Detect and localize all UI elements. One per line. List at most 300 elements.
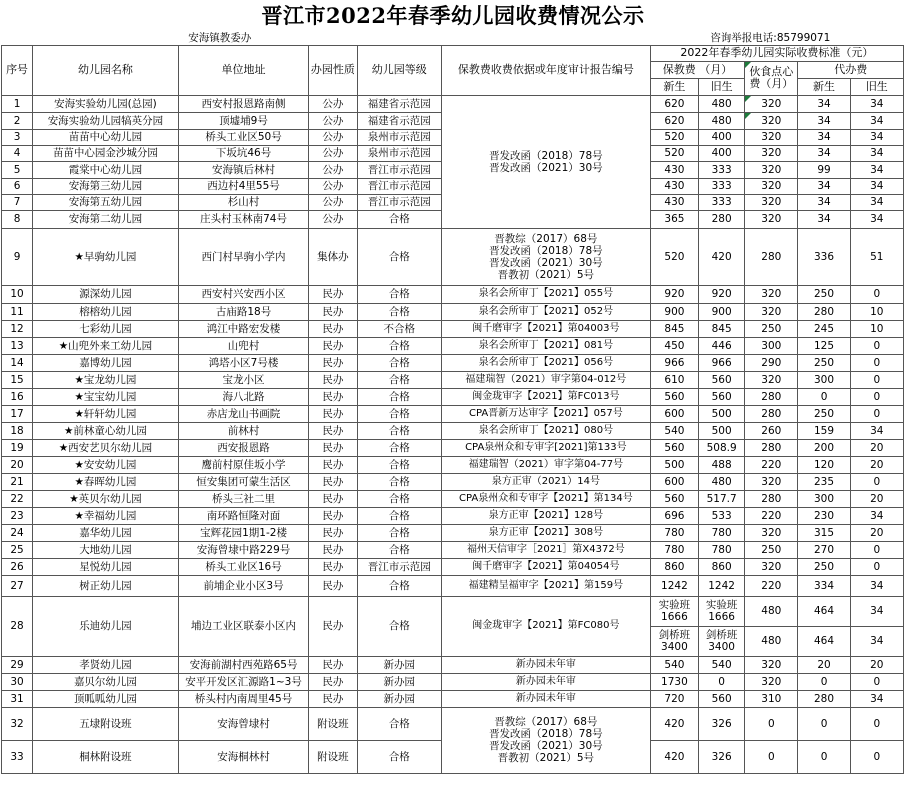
meal-fee: 280 [745,490,798,507]
tuition-old: 480 [699,95,745,112]
nature: 公办 [309,161,357,178]
row-no: 4 [2,145,33,161]
level: 新办园 [357,656,441,673]
meal-fee: 300 [745,337,798,354]
table-row [2,337,904,354]
header-tuition-new: 新生 [650,78,698,95]
table-row [2,95,904,112]
kindergarten-name: ★前林童心幼儿园 [33,422,179,439]
row-no: 22 [2,490,33,507]
row-no: 32 [2,707,33,740]
agency-new: 300 [798,371,850,388]
agency-new: 270 [798,541,850,558]
agency-old: 0 [850,473,903,490]
level: 合格 [357,285,441,303]
tuition-old: 780 [699,541,745,558]
nature: 公办 [309,178,357,194]
row-no: 13 [2,337,33,354]
tuition-old: 333 [699,178,745,194]
row-no: 27 [2,575,33,596]
tuition-new: 780 [650,524,698,541]
basis: 闽金珑审字【2021】第FC080号 [441,596,650,656]
tuition-old: 333 [699,161,745,178]
tuition-new: 620 [650,112,698,129]
row-no: 7 [2,194,33,210]
tuition-new: 620 [650,95,698,112]
tuition-old: 480 [699,112,745,129]
kindergarten-name: 苗苗中心园金沙城分园 [33,145,179,161]
agency-new: 250 [798,354,850,371]
row-no: 31 [2,690,33,707]
agency-old: 34 [850,596,903,626]
address: 安海曾埭中路229号 [178,541,309,558]
address: 西边村4里55号 [178,178,309,194]
tuition-new: 450 [650,337,698,354]
address: 鸿江中路宏发楼 [178,320,309,337]
agency-new: 250 [798,558,850,575]
meal-fee: 220 [745,456,798,473]
table-row [2,439,904,456]
level: 合格 [357,524,441,541]
row-no: 28 [2,596,33,656]
nature: 民办 [309,371,357,388]
tuition-old: 560 [699,388,745,405]
tuition-old: 780 [699,524,745,541]
meal-fee: 280 [745,388,798,405]
agency-old: 0 [850,707,903,740]
kindergarten-name: ★早驹幼儿园 [33,228,179,285]
kindergarten-name: 霞棠中心幼儿园 [33,161,179,178]
agency-old: 34 [850,112,903,129]
kindergarten-name: 顶呱呱幼儿园 [33,690,179,707]
kindergarten-name: 七彩幼儿园 [33,320,179,337]
address: 桥头村内南周里45号 [178,690,309,707]
nature: 民办 [309,422,357,439]
level: 福建省示范园 [357,112,441,129]
nature: 民办 [309,320,357,337]
agency-new: 300 [798,490,850,507]
nature: 公办 [309,210,357,228]
level: 不合格 [357,320,441,337]
tuition-old: 480 [699,473,745,490]
header-no: 序号 [2,45,33,95]
agency-new: 245 [798,320,850,337]
agency-old: 10 [850,320,903,337]
tuition-old: 400 [699,145,745,161]
level: 合格 [357,422,441,439]
basis: 新办园未年审 [441,656,650,673]
tuition-new: 560 [650,490,698,507]
table-row [2,354,904,371]
basis [441,707,650,773]
nature: 民办 [309,439,357,456]
address: 顶墟埔9号 [178,112,309,129]
level: 合格 [357,507,441,524]
basis [441,228,650,285]
row-no: 3 [2,129,33,145]
agency-old: 34 [850,194,903,210]
tuition-old: 900 [699,303,745,320]
row-no: 5 [2,161,33,178]
meal-fee: 0 [745,707,798,740]
meal-fee: 310 [745,690,798,707]
tuition-new: 780 [650,541,698,558]
table-row [2,575,904,596]
meal-fee: 320 [745,656,798,673]
address: 鹰前村原佳坂小学 [178,456,309,473]
header-name: 幼儿园名称 [33,45,179,95]
agency-new: 334 [798,575,850,596]
level: 泉州市示范园 [357,129,441,145]
meal-fee: 320 [745,161,798,178]
table-row [2,422,904,439]
tuition-old: 326 [699,707,745,740]
nature: 民办 [309,575,357,596]
level: 合格 [357,210,441,228]
basis: 福建瑞智（2021）审字第04-77号 [441,456,650,473]
agency-new: 280 [798,690,850,707]
row-no: 6 [2,178,33,194]
agency-old: 10 [850,303,903,320]
kindergarten-name: 安海实验幼儿园(总园) [33,95,179,112]
kindergarten-name: 安海第二幼儿园 [33,210,179,228]
tuition-old: 845 [699,320,745,337]
row-no: 24 [2,524,33,541]
tuition-new: 600 [650,405,698,422]
address: 西安村兴安西小区 [178,285,309,303]
basis: 新办园未年审 [441,673,650,690]
meal-fee: 480 [745,596,798,626]
address: 宝辉花园1期1-2楼 [178,524,309,541]
basis-line: 晋教综（2017）68号 [494,716,598,728]
agency-new: 0 [798,673,850,690]
header-standard: 2022年春季幼儿园实际收费标准（元） [650,45,903,61]
agency-new: 34 [798,210,850,228]
row-no: 30 [2,673,33,690]
address: 杉山村 [178,194,309,210]
meal-fee: 220 [745,575,798,596]
kindergarten-name: ★英贝尔幼儿园 [33,490,179,507]
level: 合格 [357,575,441,596]
header-agency: 代办费 [798,61,904,78]
level: 合格 [357,596,441,656]
agency-old: 0 [850,337,903,354]
level: 泉州市示范园 [357,145,441,161]
agency-new: 34 [798,129,850,145]
address: 海八北路 [178,388,309,405]
nature: 民办 [309,690,357,707]
meal-fee: 320 [745,194,798,210]
basis-line: 晋教初（2021）5号 [497,752,595,764]
level: 合格 [357,228,441,285]
agency-new: 250 [798,405,850,422]
table-row [2,490,904,507]
tuition-new: 920 [650,285,698,303]
agency-new: 0 [798,388,850,405]
nature: 民办 [309,456,357,473]
address: 安海桐林村 [178,740,309,773]
agency-old: 20 [850,490,903,507]
table-row [2,371,904,388]
nature: 民办 [309,596,357,656]
address: 宝龙小区 [178,371,309,388]
table-row [2,388,904,405]
tuition-new: 540 [650,656,698,673]
nature: 民办 [309,354,357,371]
row-no: 17 [2,405,33,422]
address: 西安报恩路 [178,439,309,456]
address: 下坂坑46号 [178,145,309,161]
meal-fee: 260 [745,422,798,439]
table-row [2,707,904,740]
agency-new: 464 [798,626,850,656]
table-row [2,524,904,541]
table-row [2,596,904,626]
agency-new: 0 [798,707,850,740]
agency-new: 125 [798,337,850,354]
row-no: 21 [2,473,33,490]
tuition-new: 420 [650,707,698,740]
meal-fee: 320 [745,129,798,145]
tuition-new: 900 [650,303,698,320]
basis-line: 晋教初（2021）5号 [497,268,595,281]
level: 晋江市示范园 [357,161,441,178]
nature: 民办 [309,558,357,575]
agency-new: 250 [798,285,850,303]
basis [441,95,650,228]
tuition-new: 540 [650,422,698,439]
basis-line: 晋发改函（2021）30号 [489,161,603,174]
meal-fee: 320 [745,145,798,161]
basis: 泉方正审（2021）14号 [441,473,650,490]
nature: 公办 [309,112,357,129]
kindergarten-name: ★西安艺贝尔幼儿园 [33,439,179,456]
kindergarten-name: 苗苗中心幼儿园 [33,129,179,145]
table-row [2,405,904,422]
tuition-new: 430 [650,194,698,210]
address: 安海前湖村西苑路65号 [178,656,309,673]
nature: 民办 [309,507,357,524]
basis-line: 晋发改函（2021）30号 [489,740,603,752]
basis: 闽千磨审字【2021】第04054号 [441,558,650,575]
agency-old: 34 [850,575,903,596]
header-agency-new: 新生 [798,78,850,95]
tuition-old: 333 [699,194,745,210]
level: 合格 [357,388,441,405]
level: 新办园 [357,673,441,690]
meal-fee: 320 [745,558,798,575]
row-no: 9 [2,228,33,285]
row-no: 2 [2,112,33,129]
basis: 泉方正审【2021】308号 [441,524,650,541]
meal-fee: 220 [745,507,798,524]
nature: 附设班 [309,707,357,740]
table-row [2,320,904,337]
row-no: 12 [2,320,33,337]
level: 福建省示范园 [357,95,441,112]
agency-old: 34 [850,145,903,161]
page-title: 晋江市2022年春季幼儿园收费情况公示 [261,3,645,28]
address: 古庙路18号 [178,303,309,320]
row-no: 25 [2,541,33,558]
nature: 公办 [309,95,357,112]
meal-fee: 320 [745,285,798,303]
nature: 公办 [309,129,357,145]
address: 安海曾埭村 [178,707,309,740]
row-no: 20 [2,456,33,473]
header-agency-old: 旧生 [850,78,903,95]
agency-old: 0 [850,405,903,422]
basis-line: 晋发改函（2018）78号 [489,149,603,162]
tuition-old: 500 [699,405,745,422]
kindergarten-name: 安海第三幼儿园 [33,178,179,194]
agency-new: 464 [798,596,850,626]
row-no: 11 [2,303,33,320]
level: 晋江市示范园 [357,178,441,194]
header-address: 单位地址 [178,45,309,95]
agency-new: 280 [798,303,850,320]
kindergarten-name: ★安安幼儿园 [33,456,179,473]
header-nature: 办园性质 [309,45,357,95]
agency-old: 34 [850,422,903,439]
tuition-old: 517.7 [699,490,745,507]
agency-old: 0 [850,673,903,690]
row-no: 15 [2,371,33,388]
basis: CPA泉州众和专审字【2021】第134号 [441,490,650,507]
row-no: 29 [2,656,33,673]
nature: 民办 [309,524,357,541]
agency-new: 34 [798,178,850,194]
level: 合格 [357,439,441,456]
agency-new: 20 [798,656,850,673]
org-name: 安海镇教委办 [188,32,252,45]
nature: 民办 [309,405,357,422]
tuition-new: 430 [650,178,698,194]
tuition-old: 560 [699,371,745,388]
header-tuition-old: 旧生 [699,78,745,95]
tuition-old: 540 [699,656,745,673]
agency-new: 230 [798,507,850,524]
basis: 福建精呈福审字【2021】第159号 [441,575,650,596]
agency-new: 0 [798,740,850,773]
table-row [2,228,904,285]
basis-line: 晋发改函（2021）30号 [489,256,603,269]
meal-fee: 320 [745,178,798,194]
tuition-new: 696 [650,507,698,524]
agency-new: 235 [798,473,850,490]
address: 山兜村 [178,337,309,354]
level: 晋江市示范园 [357,194,441,210]
nature: 附设班 [309,740,357,773]
nature: 民办 [309,656,357,673]
tuition-new: 966 [650,354,698,371]
table-row [2,690,904,707]
basis: 闽千磨审字【2021】第04003号 [441,320,650,337]
nature: 民办 [309,541,357,558]
address: 前林村 [178,422,309,439]
address: 恒安集团可蒙生活区 [178,473,309,490]
address: 埔边工业区联泰小区内 [178,596,309,656]
meal-fee: 320 [745,303,798,320]
tuition-old: 446 [699,337,745,354]
address: 安海镇后林村 [178,161,309,178]
tuition-old: 860 [699,558,745,575]
tuition-old: 实验班 1666 [699,596,745,626]
nature: 民办 [309,473,357,490]
meal-fee: 280 [745,439,798,456]
hotline: 咨询举报电话:85799071 [710,32,831,45]
basis: CPA晋新万达审字【2021】057号 [441,405,650,422]
meal-fee: 0 [745,740,798,773]
table-row [2,285,904,303]
address: 桥头工业区16号 [178,558,309,575]
kindergarten-name: 源深幼儿园 [33,285,179,303]
row-no: 19 [2,439,33,456]
agency-old: 0 [850,740,903,773]
basis: 闽金珑审字【2021】第FC013号 [441,388,650,405]
nature: 民办 [309,303,357,320]
row-no: 1 [2,95,33,112]
tuition-old: 560 [699,690,745,707]
header-meal: 伙食点心费（月） [745,61,798,95]
basis: 泉名会所审丁【2021】081号 [441,337,650,354]
level: 合格 [357,740,441,773]
tuition-new: 365 [650,210,698,228]
tuition-new: 860 [650,558,698,575]
nature: 民办 [309,388,357,405]
level: 合格 [357,456,441,473]
agency-old: 34 [850,178,903,194]
agency-new: 34 [798,194,850,210]
level: 合格 [357,354,441,371]
meal-fee: 250 [745,320,798,337]
kindergarten-name: 嘉博幼儿园 [33,354,179,371]
nature: 集体办 [309,228,357,285]
level: 晋江市示范园 [357,558,441,575]
basis-line: 晋教综（2017）68号 [494,232,598,245]
kindergarten-name: 孝贤幼儿园 [33,656,179,673]
basis: 泉名会所审丁【2021】080号 [441,422,650,439]
basis: 新办园未年审 [441,690,650,707]
agency-old: 20 [850,656,903,673]
address: 桥头工业区50号 [178,129,309,145]
tuition-new: 420 [650,740,698,773]
basis: 福建瑞智（2021）审字第04-012号 [441,371,650,388]
row-no: 26 [2,558,33,575]
level: 合格 [357,337,441,354]
tuition-new: 560 [650,439,698,456]
nature: 公办 [309,145,357,161]
agency-old: 34 [850,690,903,707]
address: 赤店龙山书画院 [178,405,309,422]
agency-new: 34 [798,112,850,129]
row-no: 16 [2,388,33,405]
agency-new: 159 [798,422,850,439]
row-no: 14 [2,354,33,371]
meal-fee: 480 [745,626,798,656]
level: 合格 [357,707,441,740]
agency-old: 34 [850,129,903,145]
kindergarten-name: 大地幼儿园 [33,541,179,558]
tuition-old: 488 [699,456,745,473]
kindergarten-name: 乐迪幼儿园 [33,596,179,656]
agency-old: 34 [850,626,903,656]
nature: 民办 [309,285,357,303]
table-row [2,673,904,690]
address: 庄头村玉林南74号 [178,210,309,228]
agency-old: 34 [850,507,903,524]
tuition-old: 1242 [699,575,745,596]
